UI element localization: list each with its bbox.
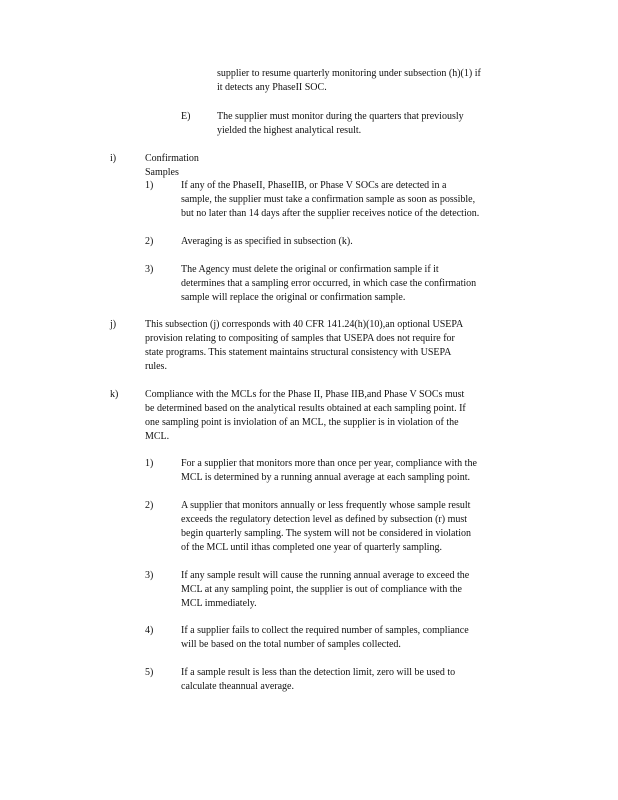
text-line: rules. [145,361,167,372]
item-text [181,457,536,485]
text-line: determines that a sampling error occurred, in which case the confirmation [181,278,477,289]
text-line: sample, the supplier must take a confirmation sample as soon as possible, [181,194,476,205]
text-line: provision relating to compositing of samples that USEPA does not require for [145,333,455,344]
item-label: 4) [145,625,154,636]
text-line: This subsection (j) corresponds with 40 CFR 141.24(h)(10),an optional USEPA [145,319,464,330]
text-line: MCL immediately. [181,598,257,609]
item-label: 3) [145,570,154,581]
item-text [181,569,528,611]
item-text [181,666,511,694]
item-text [217,110,517,138]
text-line: If any sample result will cause the running annual average to exceed the [181,570,470,581]
text-line: but no later than 14 days after the supplier receives notice of the detection. [181,208,480,219]
text-line: exceeds the regulatory detection level as defined by subsection (r) must [181,514,468,525]
text-line: will be based on the total number of samples collected. [181,639,401,650]
section-label: k) [110,389,119,400]
item-label: 2) [145,236,154,247]
item-text [181,179,535,221]
text-line: be determined based on the analytical results obtained at each sampling point. If [145,403,466,414]
text-line: one sampling point is inviolation of an MCL, the supplier is in violation of the [145,417,459,428]
text-line: If a supplier fails to collect the required number of samples, compliance [181,625,469,636]
item-label: 3) [145,264,154,275]
text-line: supplier to resume quarterly monitoring under subsection (h)(1) if [217,68,481,79]
text-line: of the MCL until ithas completed one year of quarterly sampling. [181,542,442,553]
section-label: j) [110,319,117,330]
text-line: Compliance with the MCLs for the Phase II, Phase IIB,and Phase V SOCs must [145,389,465,400]
text-line: it detects any PhaseII SOC. [217,82,327,93]
text-line: A supplier that monitors annually or less frequently whose sample result [181,500,471,511]
text-line: calculate theannual average. [181,681,294,692]
section-label: i) [110,153,117,164]
item-label: 2) [145,500,154,511]
item-label: 1) [145,458,154,469]
text-line: yielded the highest analytical result. [217,125,362,136]
text-line: MCL is determined by a running annual average at each sampling point. [181,472,470,483]
text-line: Averaging is as specified in subsection (k). [181,236,353,247]
text-line: begin quarterly sampling. The system will not be considered in violation [181,528,472,539]
item-label: 1) [145,180,154,191]
item-label: E) [181,111,191,122]
item-label: 5) [145,667,154,678]
text-line: MCL. [145,431,170,442]
item-text [181,263,526,305]
item-text [181,624,518,652]
item-text [181,235,401,249]
text-line: If any of the PhaseII, PhaseIIB, or Phase V SOCs are detected in a [181,180,447,191]
text-line: MCL at any sampling point, the supplier is out of compliance with the [181,584,462,595]
item-text [181,499,529,555]
text-line: state programs. This statement maintains structural consistency with USEPA [145,347,452,358]
text-line: The Agency must delete the original or confirmation sample if it [181,264,439,275]
section-text [145,388,535,444]
text-line: The supplier must monitor during the quarters that previously [217,111,464,122]
text-line: For a supplier that monitors more than once per year, compliance with the [181,458,477,469]
continuation-text [217,67,535,95]
text-line: sample will replace the original or confirmation sample. [181,292,406,303]
section-heading: Confirmation Samples [145,153,199,178]
section-text [145,318,527,374]
text-line: If a sample result is less than the detection limit, zero will be used to [181,667,456,678]
